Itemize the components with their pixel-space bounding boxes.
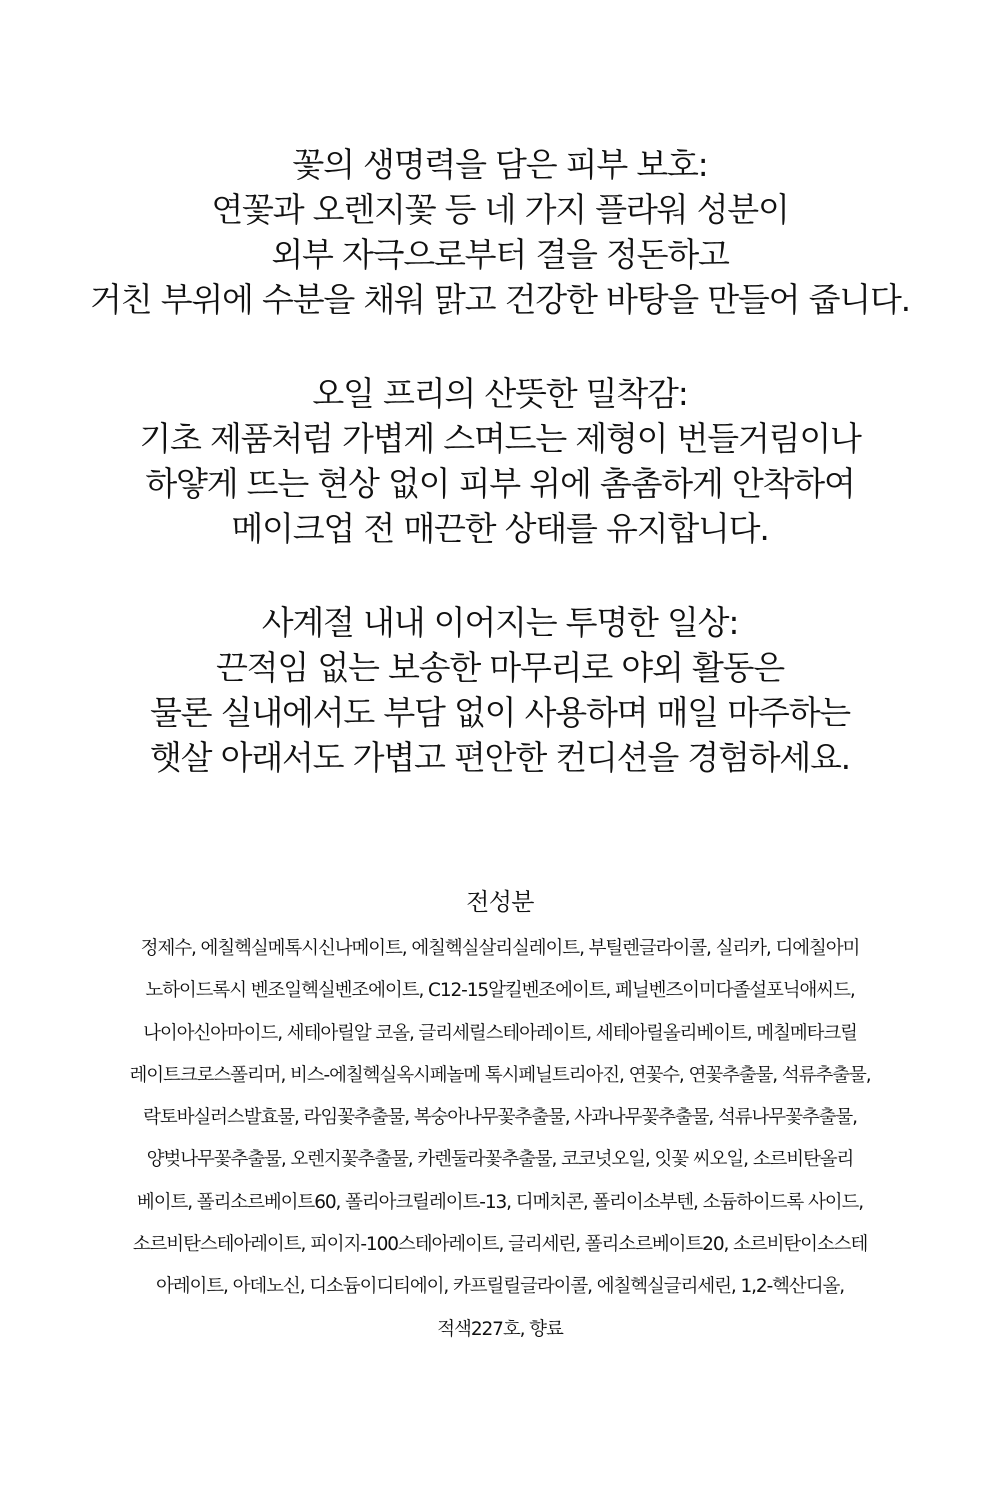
feature-heading: 오일 프리의 산뜻한 밀착감: (312, 374, 688, 413)
ingredients-line: 정제수, 에칠헥실메톡시신나메이트, 에칠헥실살리실레이트, 부틸렌글라이콜, 실리카, 디에칠아미 (140, 938, 860, 959)
ingredients-section (0, 882, 1000, 1351)
ingredients-line: 소르비탄스테아레이트, 피이지-100스테아레이트, 글리세린, 폴리소르베이트20, 소르비탄이소스테 (132, 1234, 868, 1256)
feature-text-line: 물론 실내에서도 부담 없이 사용하며 매일 마주하는 (150, 693, 850, 732)
feature-text-line: 외부 자극으로부터 결을 정돈하고 (271, 235, 729, 274)
feature-all-season (0, 600, 1000, 780)
ingredients-line: 락토바실러스발효물, 라임꽃추출물, 복숭아나무꽃추출물, 사과나무꽃추출물, 석류나무꽃추출물, (143, 1107, 857, 1129)
ingredients-line: 나이아신아마이드, 세테아릴알 코올, 글리세릴스테아레이트, 세테아릴올리베이트, 메칠메타크릴 (143, 1022, 857, 1044)
feature-text-line: 하얗게 뜨는 현상 없이 피부 위에 촘촘하게 안착하여 (145, 464, 855, 503)
feature-text-line: 끈적임 없는 보송한 마무리로 야외 활동은 (216, 648, 784, 687)
ingredients-line: 적색227호, 향료 (437, 1318, 563, 1340)
feature-text-line: 기초 제품처럼 가볍게 스며드는 제형이 번들거림이나 (139, 419, 861, 458)
feature-text-line: 거친 부위에 수분을 채워 맑고 건강한 바탕을 만들어 줍니다. (90, 280, 910, 319)
feature-text-line: 연꽃과 오렌지꽃 등 네 가지 플라워 성분이 (211, 190, 789, 229)
feature-heading: 사계절 내내 이어지는 투명한 일상: (261, 603, 739, 642)
ingredients-line: 노하이드록시 벤조일헥실벤조에이트, C12-15알킬벤조에이트, 페닐벤즈이미다졸설포닉애씨드, (145, 980, 855, 1002)
feature-flower-protection (0, 142, 1000, 322)
ingredients-line: 양벚나무꽃추출물, 오렌지꽃추출물, 카렌둘라꽃추출물, 코코넛오일, 잇꽃 씨오일, 소르비탄올리 (146, 1149, 854, 1171)
feature-descriptions (0, 142, 1000, 829)
ingredients-line: 아레이트, 아데노신, 디소듐이디티에이, 카프릴릴글라이콜, 에칠헥실글리세린, 1,2-헥산디올, (155, 1276, 845, 1298)
ingredients-line: 레이트크로스폴리머, 비스-에칠헥실옥시페놀메 톡시페닐트리아진, 연꽃수, 연꽃추출물, 석류추출물, (129, 1064, 871, 1086)
ingredients-title: 전성분 (466, 888, 534, 916)
feature-text-line: 메이크업 전 매끈한 상태를 유지합니다. (231, 509, 769, 548)
feature-heading: 꽃의 생명력을 담은 피부 보호: (292, 145, 708, 184)
feature-oil-free (0, 371, 1000, 551)
feature-text-line: 햇살 아래서도 가볍고 편안한 컨디션을 경험하세요. (150, 738, 850, 777)
ingredients-line: 베이트, 폴리소르베이트60, 폴리아크릴레이트-13, 디메치콘, 폴리이소부텐, 소듐하이드록 사이드, (136, 1191, 864, 1213)
